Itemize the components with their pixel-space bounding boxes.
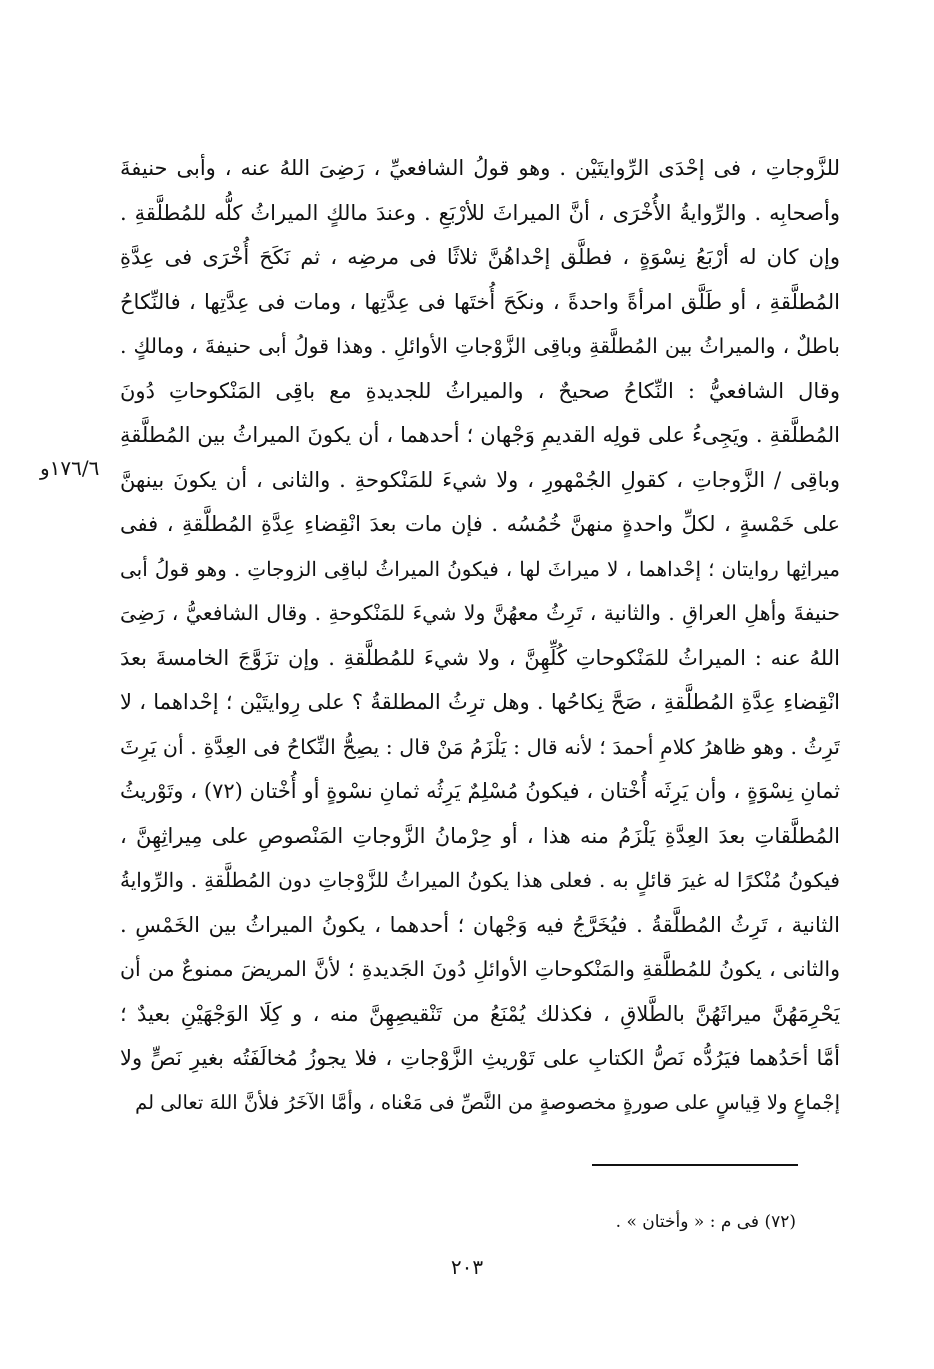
text-line: للزَّوجاتِ ، فى إحْدَى الرِّوايتَيْن . وهو قولُ الشافعيِّ ، رَضِىَ اللهُ عنه ، وأبى حنيفةَ — [120, 156, 840, 180]
text-line: باطلٌ ، والميراثُ بين المُطلَّقةِ وباقِى الزَّوْجاتِ الأوائلِ . وهذا قولُ أبى حنيفةَ ، ومالكٍ . — [120, 334, 840, 358]
text-line: المُطلَّقةِ ، أو طَلَّق امرأةً واحدةً ، ونكَحَ أُختَها فى عِدَّتِها ، ومات فى عِدَّتِها ، فالنِّكاحُ — [120, 289, 840, 314]
text-line: ميراثِها روايتان ؛ إحْداهما ، لا ميراثَ لها ، فيكونُ الميراثُ لباقِى الزوجاتِ . وهو قولُ أبى — [120, 556, 840, 581]
text-line: حنيفةَ وأهلِ العراقِ . والثانية ، تَرِثُ معهُنَّ ولا شيءَ للمَنْكوحةِ . وقال الشافعيُّ ، رَضِىَ — [120, 601, 840, 625]
text-line: انْقِضاءِ عِدَّةِ المُطلَّقةِ ، صَحَّ نِكاحُها . وهل ترِثُ المطلقةُ ؟ على رِوايتَيْن ؛ إحْداهما ، لا — [120, 690, 840, 714]
footnote: (٧٢) فى م : « وأختان » . — [615, 1212, 796, 1232]
footnote-divider — [592, 1164, 798, 1166]
text-line: ثمانِ نِسْوَةٍ ، وأن يَرِثَه أُخْتان ، فيكونُ مُسْلِمٌ يَرِثُه ثمانِ نسْوةٍ أو أُخْتان (٧٢) ، وتَوْريثُ — [120, 779, 840, 803]
text-line: الثانية ، تَرِثُ المُطلَّقةُ . فيُخَرَّجُ فيه وَجْهان ؛ أحدهما ، يكونُ الميراثُ بين الخَمْسِ . — [120, 912, 840, 937]
text-line: فيكونُ مُنْكرًا له غيرَ قائلٍ به . فعلى هذا يكونُ الميراثُ للزَّوْجاتِ دون المُطلَّقةِ . والرِّوايةُ — [120, 868, 840, 892]
text-line: أمَّا أحَدُهما فيَرُدُّه نَصُّ الكتابِ على تَوْريثِ الزَّوْجاتِ ، فلا يجوزُ مُخالَفَتُه بغيرِ نَصٍّ ولا — [120, 1046, 840, 1070]
text-line: المُطلَّقاتِ بعدَ العِدَّةِ يَلْزَمُ منه هذا ، أو حِرْمانُ الزَّوجاتِ المَنْصوصِ على مِيراثِهِنَّ ، — [120, 823, 840, 848]
text-line: والثانى ، يكونُ للمُطلَّقةِ والمَنْكوحاتِ الأوائلِ دُونَ الجَديدةِ ؛ لأنَّ المريضَ ممنوعٌ من أن — [120, 957, 840, 981]
text-line: وأصحابِه . والرِّوايةُ الأُخْرَى ، أنَّ الميراثَ للأرْبَعِ . وعندَ مالكٍ الميراثُ كلُّه للمُطلَّقةِ . — [120, 200, 840, 225]
page-number: ٢٠٣ — [450, 1255, 484, 1279]
text-line: على خَمْسةٍ ، لكلِّ واحدةٍ منهنَّ خُمُسُه . فإن مات بعدَ انْقِضاءِ عِدَّةِ المُطلَّقةِ ، ففى — [120, 512, 840, 536]
text-line: المُطلَّقةِ . ويَجِىءُ على قولِه القديمِ وَجْهان ؛ أحدهما ، أن يكونَ الميراثُ بين المُطلَّقةِ — [120, 423, 840, 447]
text-line: اللهُ عنه : الميراثُ للمَنْكوحاتِ كُلِّهِنَّ ، ولا شيءَ للمُطلَّقةِ . وإن تزَوَّجَ الخامسةَ بعدَ — [120, 645, 840, 670]
text-line: وقال الشافعيُّ : النِّكاحُ صحيحٌ ، والميراثُ للجديدةِ مع باقِى المَنْكوحاتِ دُونَ — [120, 378, 840, 403]
main-text-block — [120, 146, 840, 1125]
text-line: تَرِثُ . وهو ظاهرُ كلامِ أحمدَ ؛ لأنه قال : يَلْزَمُ مَنْ قال : يصِحُّ النِّكاحُ فى العِدَّةِ . أن يَرِثَ — [120, 734, 840, 759]
text-line: إجْماعٍ ولا قِياسٍ على صورةٍ مخصوصةٍ من النَّصِّ فى مَعْناه ، وأمَّا الآخَرُ فلأنَّ اللهَ تعالى لم — [135, 1090, 840, 1114]
text-line: يَحْرِمَهُنَّ ميراثَهُنَّ بالطَّلاقِ ، فكذلك يُمْنَعُ من تَنْقيصِهِنَّ منه ، و كِلَا الوَجْهَيْنِ بعيدٌ ؛ — [120, 1001, 840, 1026]
text-line: وباقِى / الزَّوجاتِ ، كقولِ الجُمْهورِ ، ولا شيءَ للمَنْكوحةِ . والثانى ، أن يكونَ بينهنَّ — [120, 467, 840, 492]
text-line: وإن كان له أرْبَعُ نِسْوَةٍ ، فطلَّق إحْداهُنَّ ثلاثًا فى مرضِه ، ثم نَكَحَ أُخْرَى فى عِدَّةِ — [120, 245, 840, 269]
margin-page-reference: ١٧٦/٦و — [40, 456, 100, 480]
